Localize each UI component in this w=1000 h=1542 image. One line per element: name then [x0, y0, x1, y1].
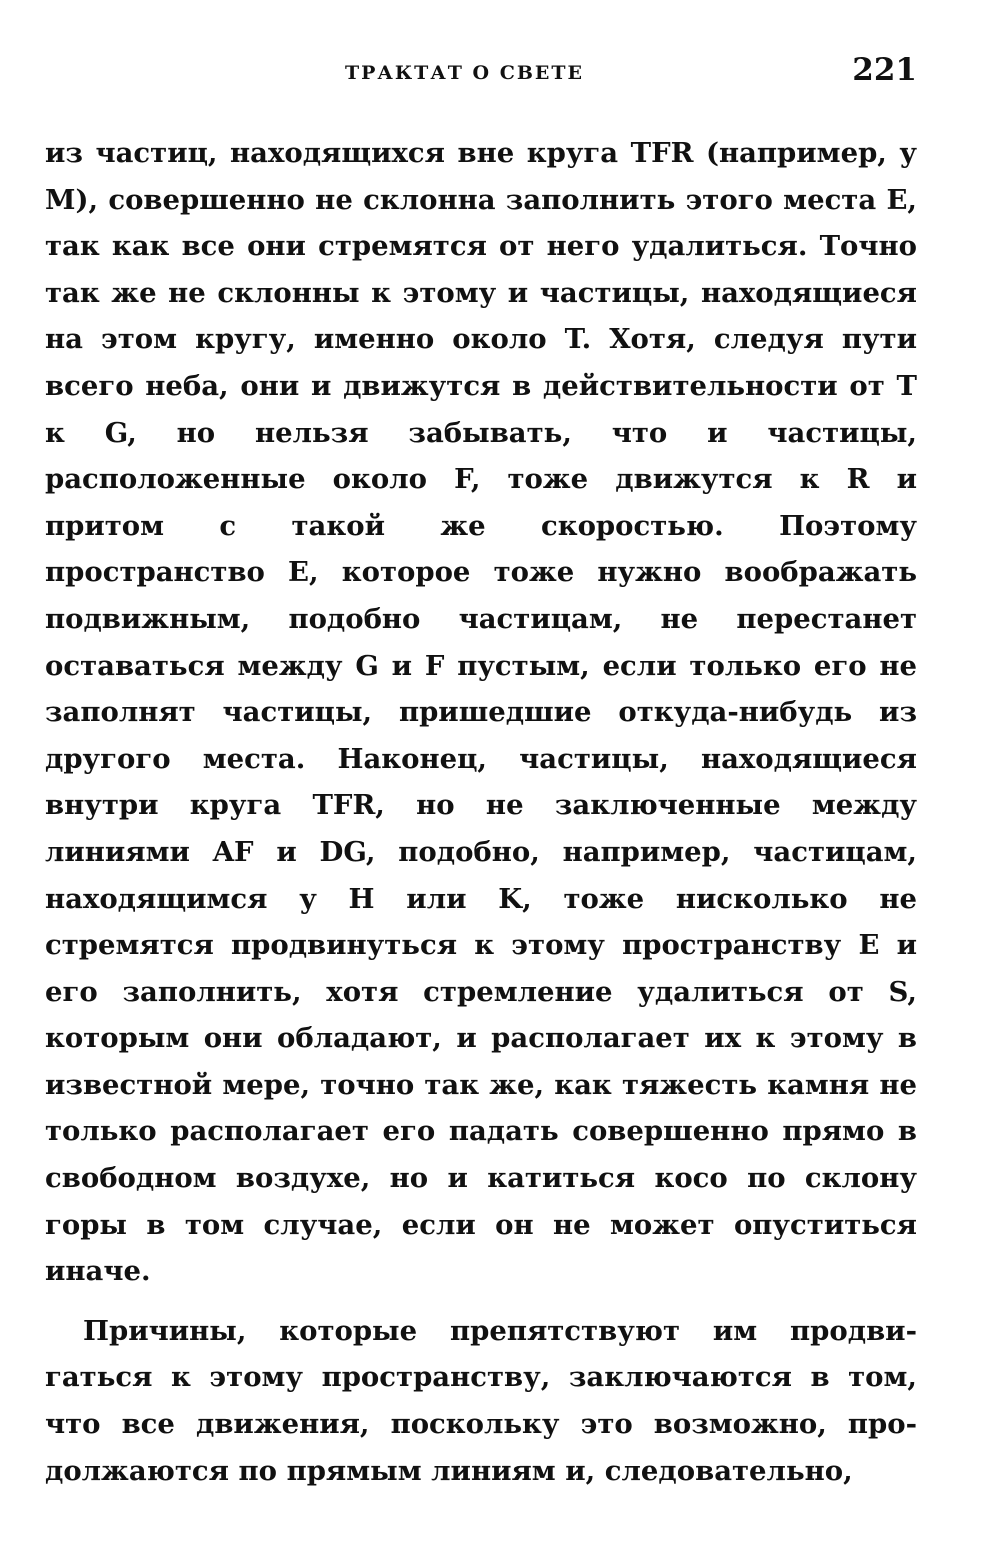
- paragraph: из частиц, находящихся вне круга TFR (например, у M), совершенно не склонна заполнить этого места E, так как все они стремятся от него удалиться. Точно так же не склонны к этому и частицы, находящиеся на этом кругу, именно около T. Хотя, следуя пути всего неба, они и движутся в действительности от T к G, но нельзя забывать, что и частицы, расположенные около F, тоже движутся к R и притом с такой же скоростью. Поэтому пространство E, которое тоже нужно воображать подвижным, подобно частицам, не перестанет оставаться между G и F пустым, если только его не заполнят частицы, пришедшие откуда-нибудь из другого места. Наконец, частицы, находящиеся внутри круга TFR, но не заключенные между линиями AF и DG, подобно, например, частицам, находящимся у H или K, тоже нисколько не стремятся продвинуться к этому пространству E и его заполнить, хотя стремление удалиться от S, которым они обладают, и располагает их к этому в известной мере, точно так же, как тяжесть камня не только располагает его падать совершенно прямо в свободном воздухе, но и катиться косо по склону горы в том случае, если он не может опуститься иначе.: [45, 137, 917, 1288]
- paragraph: Причины, которые препятствуют им продвигаться к этому пространству, заключаются в том, что все движения, поскольку это возможно, продолжаются по прямым линиям и, следовательно,: [45, 1314, 917, 1487]
- body-text: [45, 130, 917, 1494]
- page-number: 221: [852, 52, 917, 88]
- running-head-title: ТРАКТАТ О СВЕТЕ: [345, 62, 584, 84]
